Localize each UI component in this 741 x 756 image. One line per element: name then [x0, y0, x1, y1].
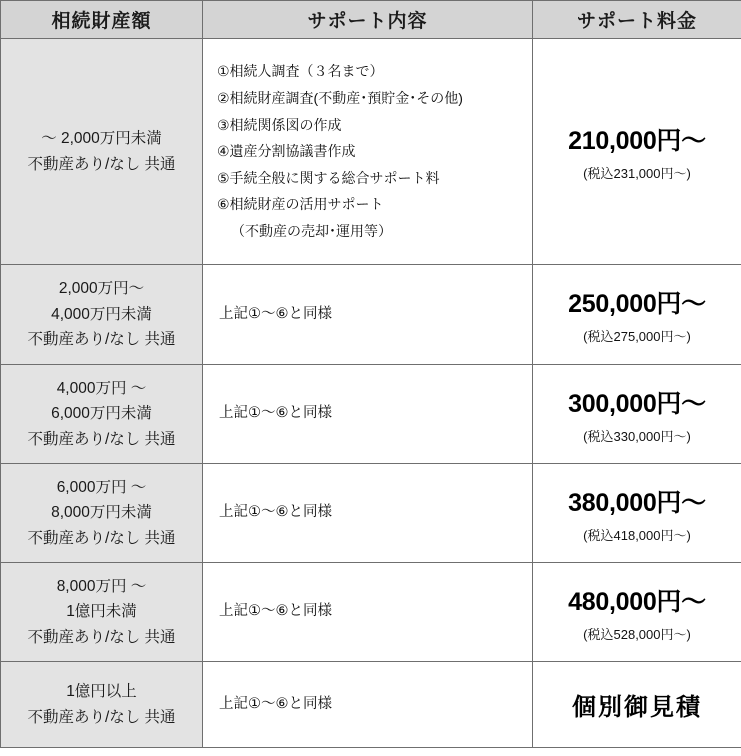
amount-line: 4,000万円 〜 [56, 379, 147, 397]
fee-price: 300,000円〜 [568, 389, 706, 418]
cell-support-fee [533, 563, 741, 662]
support-same-as-above: 上記①〜⑥と同様 [219, 405, 332, 422]
cell-support-content [203, 563, 533, 662]
cell-support-fee [533, 662, 741, 748]
amount-line: 不動産あり/なし 共通 [27, 331, 176, 349]
cell-support-content [203, 365, 533, 464]
support-item: ④遺産分割協議書作成 [217, 143, 356, 160]
cell-support-content [203, 464, 533, 563]
amount-line: 不動産あり/なし 共通 [27, 155, 176, 173]
cell-support-fee [533, 464, 741, 563]
cell-support-fee [533, 365, 741, 464]
cell-support-content [203, 39, 533, 265]
fee-price: 380,000円〜 [568, 488, 706, 517]
column-header-inheritance-amount: 相続財産額 [1, 1, 203, 39]
support-item-sub: （不動産の売却･運用等） [231, 222, 392, 239]
support-item: ①相続人調査（３名まで） [217, 63, 384, 80]
table-row [1, 662, 741, 748]
table-row [1, 563, 741, 662]
column-header-support-fee: サポート料金 [533, 1, 741, 39]
amount-line: 8,000万円未満 [51, 504, 152, 522]
table-header [1, 1, 741, 39]
support-same-as-above: 上記①〜⑥と同様 [219, 603, 332, 620]
cell-inheritance-amount [1, 662, 203, 748]
amount-line: 2,000万円〜 [58, 280, 145, 298]
cell-support-content [203, 662, 533, 748]
amount-line: 不動産あり/なし 共通 [27, 430, 176, 448]
table-row [1, 464, 741, 563]
cell-inheritance-amount [1, 563, 203, 662]
column-header-support-content: サポート内容 [203, 1, 533, 39]
amount-line: 6,000万円 〜 [56, 478, 147, 496]
support-item: ②相続財産調査(不動産･預貯金･その他) [217, 90, 463, 107]
amount-line: 8,000万円 〜 [56, 577, 147, 595]
fee-tax-included: (税込231,000円〜) [583, 166, 691, 181]
fee-tax-included: (税込528,000円〜) [583, 626, 691, 642]
cell-inheritance-amount [1, 39, 203, 265]
fee-tax-included: (税込418,000円〜) [583, 527, 691, 543]
amount-line: 1億円以上 [66, 682, 137, 700]
fee-tax-included: (税込275,000円〜) [583, 329, 691, 344]
support-same-as-above: 上記①〜⑥と同様 [219, 504, 332, 521]
support-item: ③相続関係図の作成 [217, 116, 342, 133]
support-item: ⑥相続財産の活用サポート [217, 196, 384, 213]
fee-price: 480,000円〜 [568, 587, 706, 616]
amount-line: 6,000万円未満 [51, 405, 152, 423]
cell-support-fee [533, 265, 741, 365]
table-row [1, 365, 741, 464]
table-row [1, 39, 741, 265]
cell-inheritance-amount [1, 265, 203, 365]
fee-price: 個別御見積 [572, 694, 702, 721]
cell-inheritance-amount [1, 365, 203, 464]
cell-support-content [203, 265, 533, 365]
fee-tax-included: (税込330,000円〜) [583, 428, 691, 444]
amount-line: 1億円未満 [66, 603, 137, 621]
cell-inheritance-amount [1, 464, 203, 563]
amount-line: 不動産あり/なし 共通 [27, 529, 176, 547]
support-same-as-above: 上記①〜⑥と同様 [219, 305, 332, 322]
amount-line: 不動産あり/なし 共通 [27, 708, 176, 726]
bottom-spacer [0, 748, 741, 756]
amount-line: 〜 2,000万円未満 [41, 129, 162, 147]
cell-support-fee [533, 39, 741, 265]
fee-price: 210,000円〜 [568, 127, 706, 155]
support-same-as-above: 上記①〜⑥と同様 [219, 695, 332, 712]
table-body [1, 39, 741, 748]
table-header-row [1, 1, 741, 39]
fee-price: 250,000円〜 [568, 290, 706, 318]
table-row [1, 265, 741, 365]
amount-line: 4,000万円未満 [51, 305, 152, 323]
support-item: ⑤手続全般に関する総合サポート料 [217, 169, 440, 186]
amount-line: 不動産あり/なし 共通 [27, 628, 176, 646]
